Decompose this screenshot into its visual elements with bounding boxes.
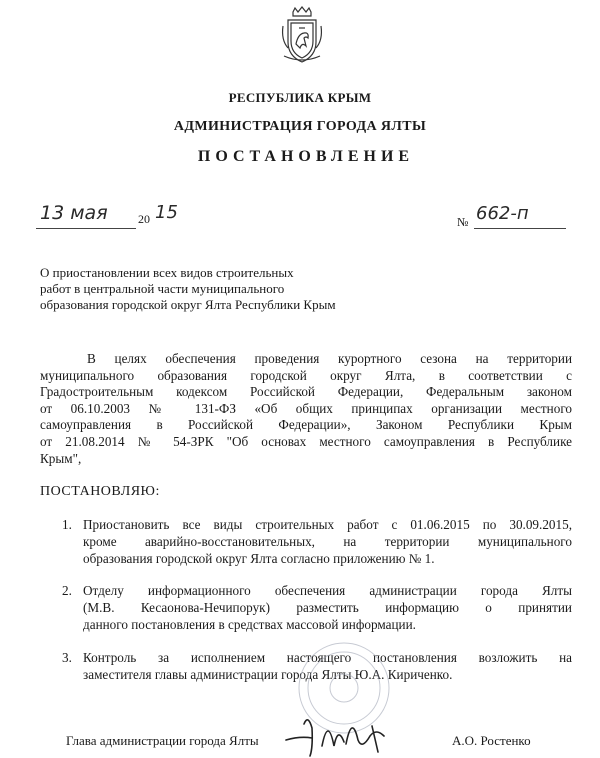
item-line: Приостановить все виды строительных работ с 01.06.2015 по 30.09.2015, <box>83 517 572 532</box>
handwritten-signature-icon <box>282 706 422 758</box>
preamble-line: самоуправления в Российской Федерации», Законом Республики Крым <box>40 417 572 433</box>
resolve-heading: ПОСТАНОВЛЯЮ: <box>40 484 160 499</box>
subject-line: образования городской округ Ялта Республики Крым <box>40 297 336 312</box>
decree-item-2 <box>62 582 572 633</box>
preamble-line: муниципального образования городской округ Ялта, в соответствии с <box>40 367 572 383</box>
decree-item-1 <box>62 516 572 567</box>
item-line: заместителя главы администрации города Ялты Ю.А. Кириченко. <box>83 667 453 682</box>
preamble-line: от 06.10.2003 № 131-ФЗ «Об общих принципах организации местного <box>40 400 572 416</box>
document-number: 662-п <box>476 203 529 224</box>
subject-line: работ в центральной части муниципального <box>40 281 285 296</box>
republic-heading: РЕСПУБЛИКА КРЫМ <box>228 90 372 105</box>
preamble-line: от 21.08.2014 № 54-ЗРК "Об основах местного самоуправления в Республике <box>40 433 572 449</box>
year-handwritten: 15 <box>155 202 178 223</box>
date-underline <box>36 228 136 229</box>
document-subject <box>40 265 370 313</box>
item-line: (М.В. Кесаонова-Нечипорук) разместить информацию о принятии <box>83 600 572 615</box>
signatory-name: А.О. Ростенко <box>452 733 531 748</box>
item-line: данного постановления в средствах массовой информации. <box>83 617 416 632</box>
number-underline <box>474 228 566 229</box>
item-number: 1. <box>62 517 72 532</box>
document-type-heading: ПОСТАНОВЛЕНИЕ <box>197 148 415 165</box>
item-line: кроме аварийно-восстановительных, на территории муниципального <box>83 534 572 549</box>
preamble-line: Градостроительным кодексом Российской Федерации, Федеральным законом <box>40 384 572 400</box>
date-handwritten: 13 мая <box>40 202 108 224</box>
item-number: 3. <box>62 650 72 665</box>
number-sign: № <box>457 215 469 229</box>
item-line: Контроль за исполнением настоящего постановления возложить на <box>83 650 572 665</box>
preamble-paragraph <box>40 351 572 467</box>
administration-heading: АДМИНИСТРАЦИЯ ГОРОДА ЯЛТЫ <box>173 119 427 134</box>
item-line: Отделу информационного обеспечения администрации города Ялты <box>83 583 572 598</box>
preamble-line: Крым", <box>40 450 82 466</box>
crimea-coat-of-arms-icon <box>279 6 325 66</box>
signatory-title: Глава администрации города Ялты <box>66 733 259 748</box>
item-line: образования городской округ Ялта согласно приложению № 1. <box>83 551 435 566</box>
item-number: 2. <box>62 583 72 598</box>
year-printed: 20 <box>138 212 150 226</box>
subject-line: О приостановлении всех видов строительных <box>40 265 294 280</box>
preamble-line: В целях обеспечения проведения курортного сезона на территории <box>87 351 572 366</box>
